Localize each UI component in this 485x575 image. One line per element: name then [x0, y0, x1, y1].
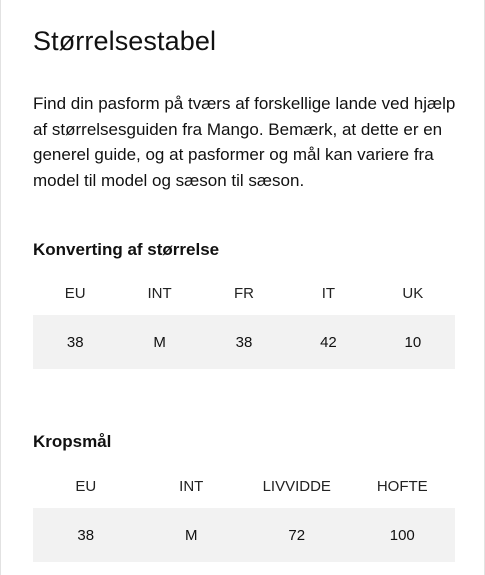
conversion-header-fr: FR: [234, 284, 255, 302]
conversion-header-uk: UK: [402, 284, 424, 302]
body-cell-hip: 100: [389, 526, 415, 544]
conversion-header-eu: EU: [64, 284, 86, 302]
body-header-hip: HOFTE: [376, 477, 428, 495]
conversion-cell-int: M: [153, 333, 166, 351]
conversion-cell-eu: 38: [66, 333, 84, 351]
page-title: Størrelsestabel: [33, 26, 217, 56]
conversion-cell-uk: 10: [404, 333, 422, 351]
conversion-header-int: INT: [147, 284, 172, 302]
conversion-cell-fr: 38: [235, 333, 253, 351]
body-measurements-header-row: [33, 464, 455, 508]
conversion-header-it: IT: [321, 284, 336, 302]
conversion-table: [33, 271, 455, 369]
body-measurements-section-title: Kropsmål: [33, 432, 112, 451]
conversion-cell-it: 42: [320, 333, 337, 351]
body-header-eu: EU: [75, 477, 97, 495]
body-cell-int: M: [185, 526, 198, 544]
body-header-waist: LIVVIDDE: [262, 477, 331, 495]
conversion-section-title: Konverting af størrelse: [33, 240, 220, 259]
page-description: Find din pasform på tværs af forskellige lande ved hjælp af størrelsesguiden fra Mango. Bemærk, at dette er en generel guide, og at pasformer og mål kan variere fra model til model og sæson til sæson.: [33, 94, 456, 190]
conversion-header-row: [33, 271, 455, 315]
body-cell-eu: 38: [77, 526, 95, 544]
body-measurements-table: [33, 464, 455, 562]
table-row: [33, 508, 455, 562]
table-row: [33, 315, 455, 369]
body-cell-waist: 72: [288, 526, 306, 544]
body-header-int: INT: [179, 477, 204, 495]
